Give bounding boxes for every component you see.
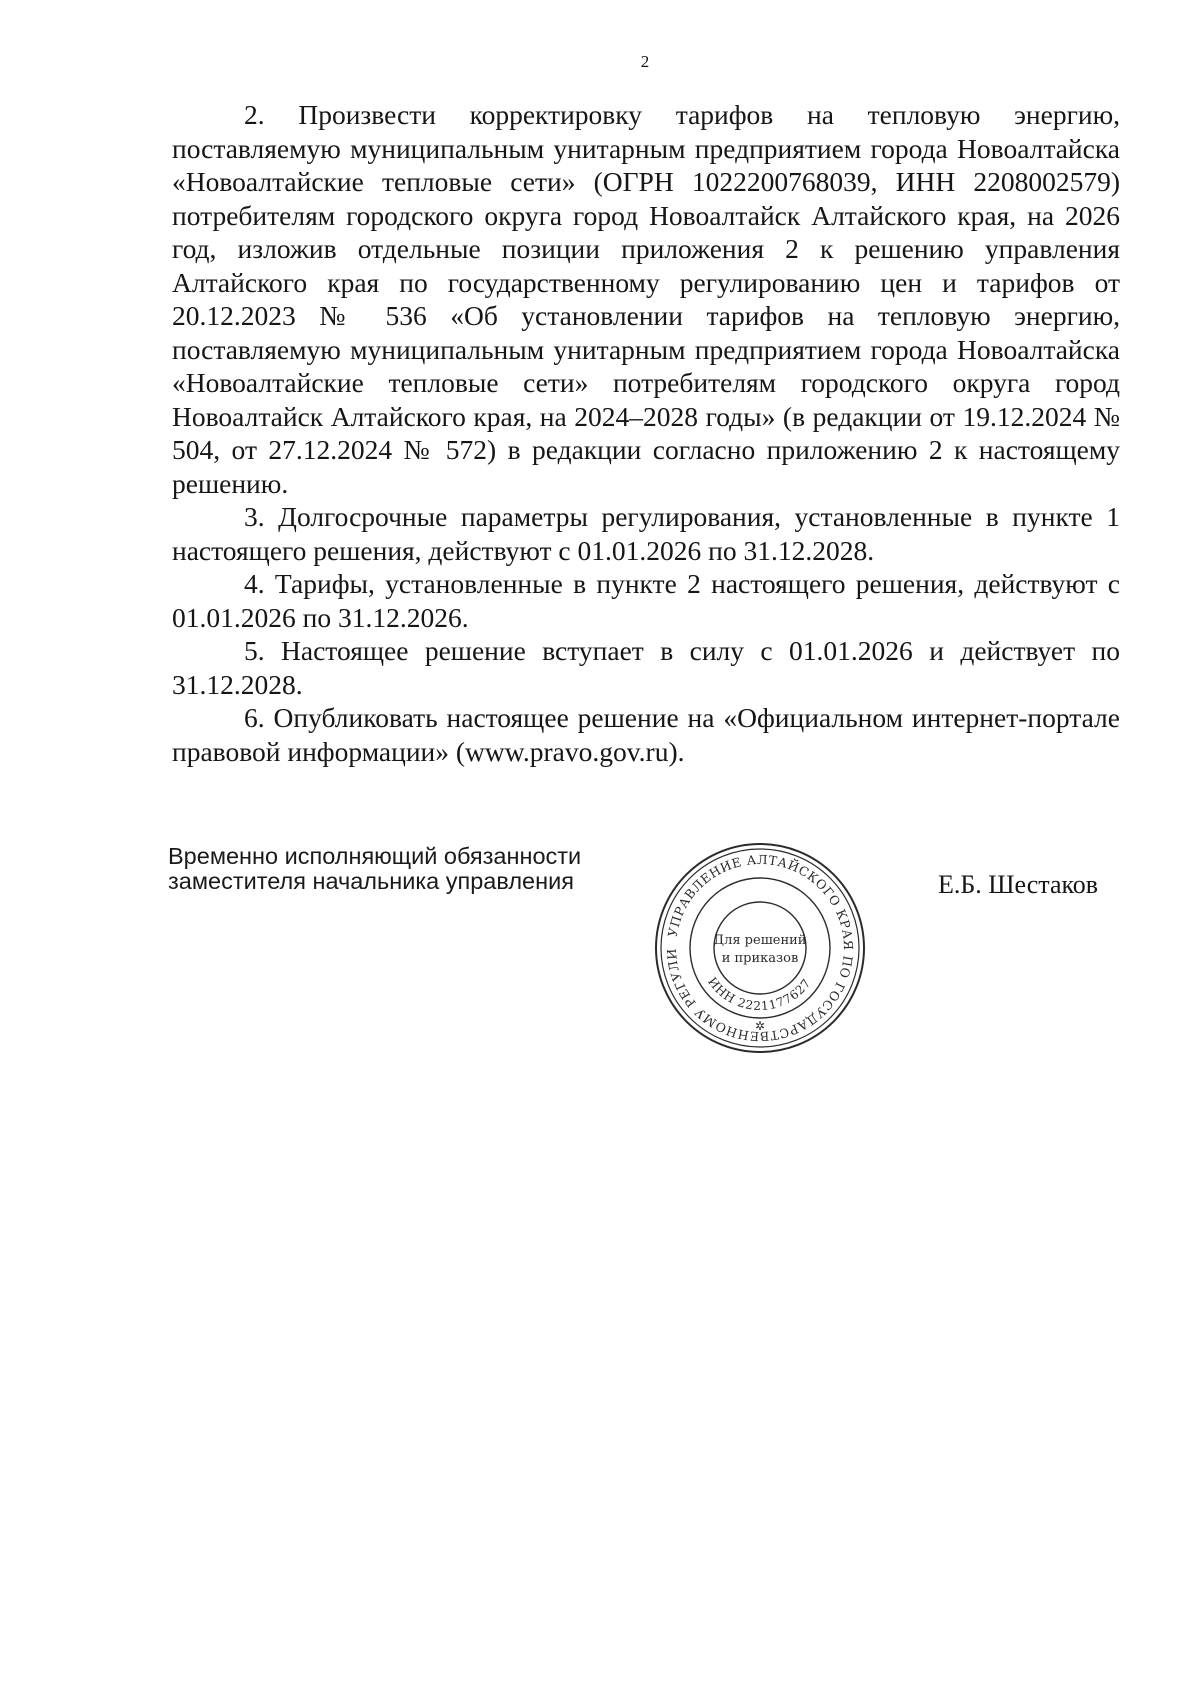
seal-center-line-2: и приказов: [721, 951, 799, 966]
seal-center-line-1: Для решений: [713, 933, 807, 948]
page-number: 2: [640, 52, 650, 71]
seal-inn-text: ИНН 2221177627: [705, 974, 814, 1014]
seal-star-icon: ✲: [754, 1019, 766, 1033]
signatory-position: [168, 844, 648, 894]
paragraph-4: 4. Тарифы, установленные в пункте 2 настоящего решения, действуют с 01.01.2026 по 31.12.2026.: [172, 568, 1120, 633]
signatory-position-line-1: Временно исполняющий обязанности: [168, 843, 582, 869]
paragraph-3: 3. Долгосрочные параметры регулирования, установленные в пункте 1 настоящего решения, действуют с 01.01.2026 по 31.12.2028.: [172, 501, 1120, 566]
paragraph-2: 2. Произвести корректировку тарифов на тепловую энергию, поставляемую муниципальным унитарным предприятием города Новоалтайска «Новоалтайские тепловые сети» (ОГРН 1022200768039, ИНН 2208002579) потребителям городского округа город Новоалтайск Алтайского края, на 2026 год, изложив отдельные позиции приложения 2 к решению управления Алтайского края по государственному регулированию цен и тарифов от 20.12.2023 № 536 «Об установлении тарифов на тепловую энергию, поставляемую муниципальным унитарным предприятием города Новоалтайска «Новоалтайские тепловые сети» потребителям городского округа город Новоалтайск Алтайского края, на 2024–2028 годы» (в редакции от 19.12.2024 № 504, от 27.12.2024 № 572) в редакции согласно приложению 2 к настоящему решению.: [172, 99, 1120, 499]
signatory-name: Е.Б. Шестаков: [938, 870, 1099, 899]
seal-ring-text: УПРАВЛЕНИЕ АЛТАЙСКОГО КРАЯ ПО ГОСУДАРСТВЕННОМУ РЕГУЛИ: [663, 851, 857, 1045]
signatory-position-line-2: заместителя начальника управления: [168, 868, 574, 894]
paragraph-6: 6. Опубликовать настоящее решение на «Официальном интернет-портале правовой информации» (www.pravo.gov.ru).: [172, 702, 1120, 767]
seal-icon: [650, 838, 870, 1058]
decision-body: [172, 98, 1120, 768]
paragraph-5: 5. Настоящее решение вступает в силу с 01.01.2026 и действует по 31.12.2028.: [172, 635, 1120, 700]
official-seal: [650, 838, 870, 1058]
